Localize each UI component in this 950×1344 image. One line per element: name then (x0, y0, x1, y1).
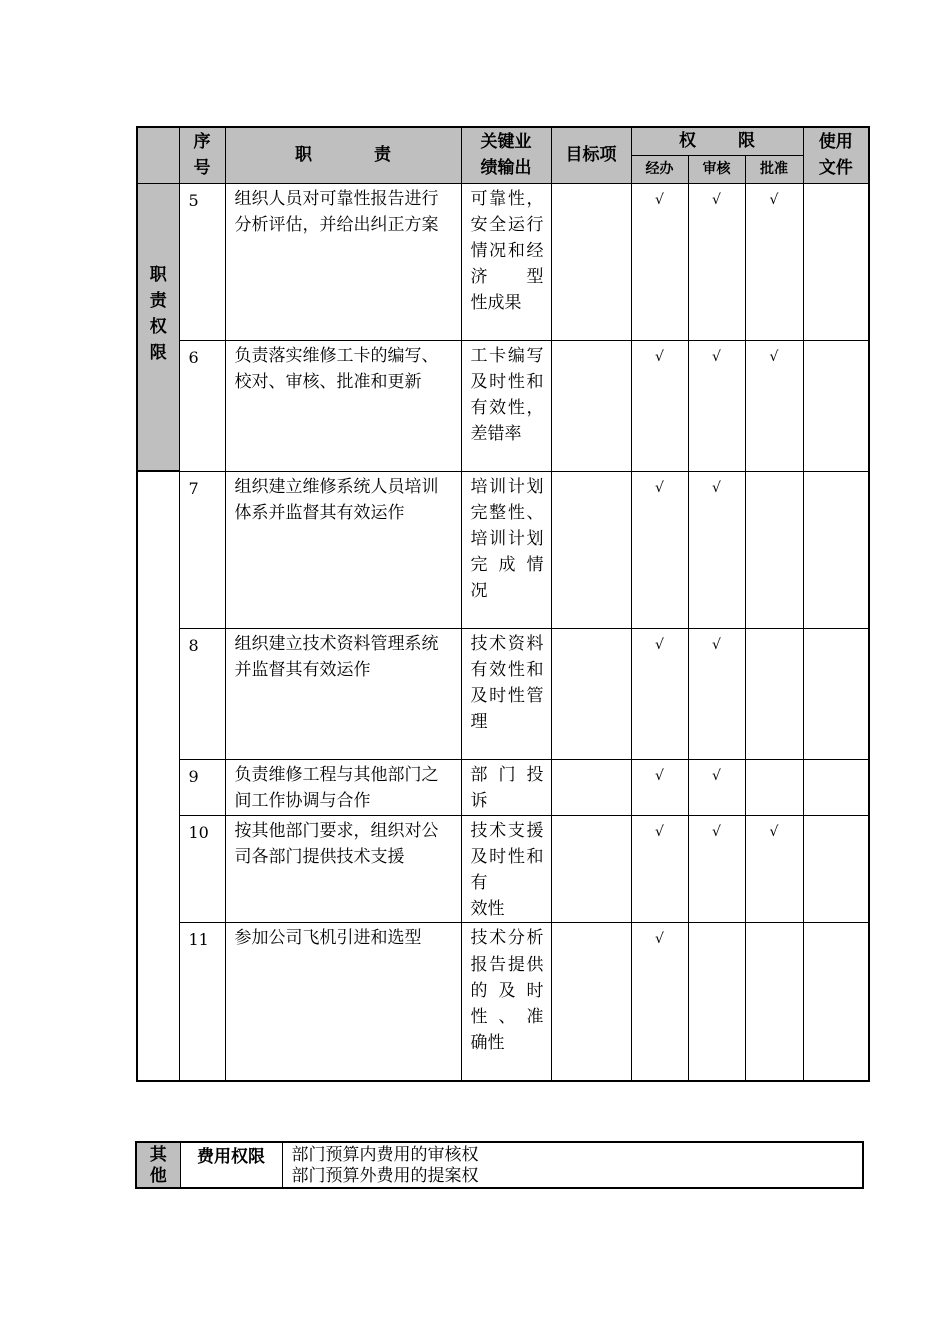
row-kpi (461, 340, 551, 471)
expense-line-2: 部门预算外费用的提案权 (291, 1166, 479, 1186)
table-row (137, 759, 869, 815)
side-label-duty-authority: 职责权限 (137, 183, 179, 471)
row-seq: 10 (179, 815, 225, 923)
check-mark-icon: √ (712, 767, 721, 784)
table-row (137, 340, 869, 471)
row-target (551, 471, 631, 628)
expense-authority-text (282, 1142, 863, 1188)
row-kpi (461, 759, 551, 815)
row-auth-review (688, 183, 745, 340)
row-kpi-text: 技术支援及时性和有 (470, 820, 544, 893)
header-auth-handle: 经办 (631, 155, 688, 183)
expense-line-1: 部门预算内费用的审核权 (291, 1145, 479, 1165)
row-duty: 组织人员对可靠性报告进行分析评估，并给出纠正方案 (225, 183, 461, 340)
other-authority-table (135, 1141, 864, 1189)
row-duty: 参加公司飞机引进和选型 (225, 923, 461, 1081)
check-mark-icon: √ (769, 823, 779, 840)
row-files (803, 628, 869, 759)
row-seq: 11 (179, 923, 225, 1081)
row-target (551, 183, 631, 340)
row-seq: 9 (179, 759, 225, 815)
row-kpi-text: 可靠性，安全运行情况和经济型 (470, 188, 544, 288)
row-auth-approve (745, 923, 803, 1081)
table-row (137, 628, 869, 759)
table-row (137, 471, 869, 628)
row-auth-handle (631, 759, 688, 815)
row-auth-handle (631, 183, 688, 340)
check-mark-icon: √ (769, 348, 779, 365)
row-target (551, 923, 631, 1081)
row-seq: 6 (179, 340, 225, 471)
duty-authority-table (136, 126, 870, 1082)
row-auth-handle (631, 815, 688, 923)
row-duty: 负责落实维修工卡的编写、校对、审核、批准和更新 (225, 340, 461, 471)
header-files: 使用文件 (803, 127, 869, 183)
header-seq: 序号 (179, 127, 225, 183)
header-duty: 职 责 (225, 127, 461, 183)
side-blank (137, 471, 179, 1081)
row-kpi-last: 确性 (470, 1033, 505, 1054)
row-target (551, 815, 631, 923)
other-side-label: 其他 (136, 1142, 180, 1188)
check-mark-icon: √ (655, 636, 664, 653)
check-mark-icon: √ (655, 823, 664, 840)
row-auth-review (688, 815, 745, 923)
row-auth-review (688, 628, 745, 759)
row-kpi (461, 815, 551, 923)
row-duty: 组织建立技术资料管理系统并监督其有效运作 (225, 628, 461, 759)
row-kpi-last: 理 (470, 712, 488, 733)
row-target (551, 759, 631, 815)
row-kpi-text: 培训计划完整性、培训计划完成情 (470, 476, 544, 576)
row-kpi (461, 628, 551, 759)
row-seq: 7 (179, 471, 225, 628)
row-duty: 按其他部门要求，组织对公司各部门提供技术支援 (225, 815, 461, 923)
row-auth-approve (745, 340, 803, 471)
row-auth-review (688, 340, 745, 471)
row-auth-approve (745, 628, 803, 759)
table-row (137, 815, 869, 923)
row-kpi-text: 工卡编写及时性和有效性， (470, 345, 544, 418)
row-duty: 负责维修工程与其他部门之间工作协调与合作 (225, 759, 461, 815)
row-seq: 8 (179, 628, 225, 759)
row-auth-review (688, 759, 745, 815)
check-mark-icon: √ (655, 191, 664, 208)
row-kpi-last: 性成果 (470, 293, 522, 314)
check-mark-icon: √ (655, 479, 664, 496)
row-kpi-text: 技术资料有效性和及时性管 (470, 633, 544, 706)
header-corner (137, 127, 179, 183)
row-target (551, 340, 631, 471)
check-mark-icon: √ (712, 348, 721, 365)
row-duty: 组织建立维修系统人员培训体系并监督其有效运作 (225, 471, 461, 628)
row-auth-handle (631, 340, 688, 471)
row-files (803, 471, 869, 628)
check-mark-icon: √ (655, 767, 664, 784)
row-auth-approve (745, 759, 803, 815)
expense-authority-label: 费用权限 (180, 1142, 282, 1188)
check-mark-icon: √ (655, 348, 664, 365)
row-kpi (461, 183, 551, 340)
row-kpi-last: 差错率 (470, 424, 522, 445)
check-mark-icon: √ (712, 191, 721, 208)
row-auth-handle (631, 471, 688, 628)
row-auth-approve (745, 471, 803, 628)
row-kpi (461, 471, 551, 628)
row-auth-handle (631, 923, 688, 1081)
row-kpi-last: 况 (470, 581, 488, 602)
row-kpi-last: 诉 (470, 790, 488, 811)
header-kpi: 关键业绩输出 (461, 127, 551, 183)
row-files (803, 340, 869, 471)
row-auth-approve (745, 815, 803, 923)
row-files (803, 923, 869, 1081)
check-mark-icon: √ (712, 636, 721, 653)
row-kpi-text: 部门投 (470, 764, 544, 785)
header-authority: 权 限 (631, 127, 803, 155)
row-files (803, 815, 869, 923)
table-row (137, 923, 869, 1081)
table-row (137, 183, 869, 340)
row-auth-review (688, 923, 745, 1081)
check-mark-icon: √ (712, 479, 721, 496)
row-files (803, 759, 869, 815)
row-target (551, 628, 631, 759)
row-auth-review (688, 471, 745, 628)
row-kpi-text: 技术分析报告提供的及时性、准 (470, 928, 544, 1027)
row-auth-approve (745, 183, 803, 340)
check-mark-icon: √ (655, 931, 664, 948)
row-kpi-last: 效性 (470, 899, 505, 920)
row-kpi (461, 923, 551, 1081)
header-auth-review: 审核 (688, 155, 745, 183)
row-files (803, 183, 869, 340)
row-seq: 5 (179, 183, 225, 340)
header-target: 目标项 (551, 127, 631, 183)
check-mark-icon: √ (769, 191, 779, 208)
header-auth-approve: 批准 (745, 155, 803, 183)
row-auth-handle (631, 628, 688, 759)
check-mark-icon: √ (712, 823, 721, 840)
